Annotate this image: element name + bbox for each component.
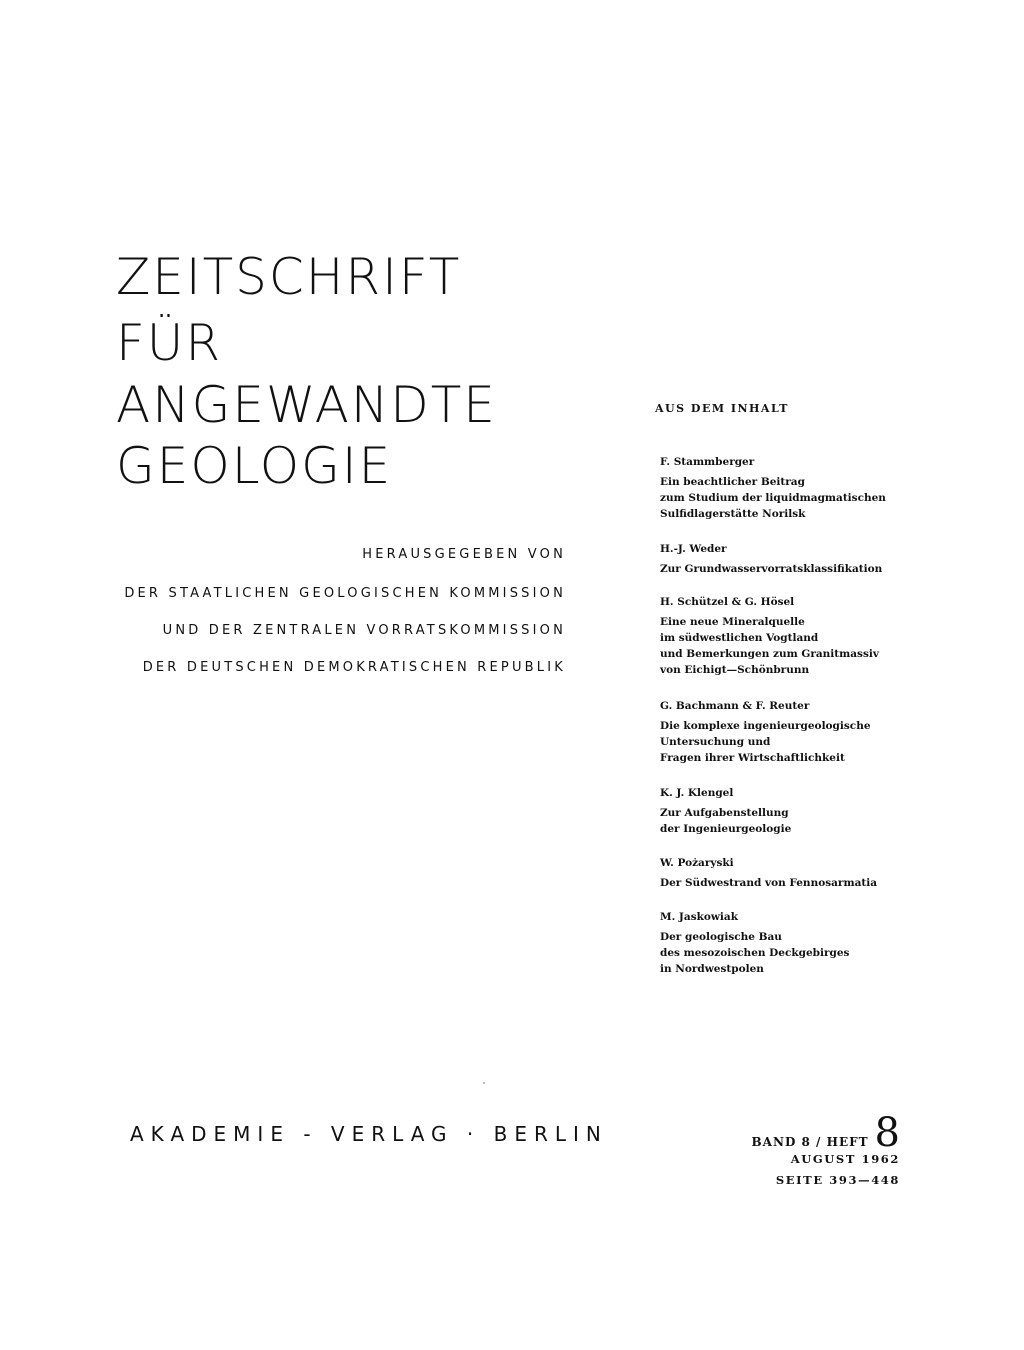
issue-band-heft: [751, 1110, 900, 1156]
title-line-2: FÜR: [116, 314, 223, 372]
entry-author: K. J. Klengel: [660, 787, 734, 799]
entry-title-line: des mesozoischen Deckgebirges: [660, 947, 850, 959]
contents-entry: [660, 594, 879, 678]
entry-title-line: Sulfidlagerstätte Norilsk: [660, 508, 806, 520]
entry-author: M. Jaskowiak: [660, 911, 739, 923]
entry-title-line: Zur Aufgabenstellung: [660, 807, 789, 819]
contents-heading: AUS DEM INHALT: [655, 402, 789, 415]
entry-author: H.-J. Weder: [660, 543, 727, 555]
entry-title-line: von Eichigt—Schönbrunn: [660, 664, 810, 676]
publisher-line: AKADEMIE - VERLAG · BERLIN: [130, 1122, 608, 1146]
editors-line-1: HERAUSGEGEBEN VON: [362, 547, 566, 562]
entry-title-line: Zur Grundwasservorratsklassifikation: [660, 563, 883, 575]
contents-entry: [660, 909, 849, 977]
entry-title-line: in Nordwestpolen: [660, 963, 764, 975]
issue-date: AUGUST 1962: [790, 1152, 900, 1166]
entry-title-line: zum Studium der liquidmagmatischen: [660, 492, 886, 504]
editors-line-3: UND DER ZENTRALEN VORRATSKOMMISSION: [162, 623, 566, 638]
contents-entry: [660, 855, 877, 891]
print-speck: [483, 1082, 485, 1084]
entry-title-line: Der geologische Bau: [660, 931, 782, 943]
entry-title-line: im südwestlichen Vogtland: [660, 632, 819, 644]
entry-author: F. Stammberger: [660, 456, 755, 468]
entry-author: G. Bachmann & F. Reuter: [660, 700, 810, 712]
contents-entry: [660, 698, 871, 766]
issue-pages: SEITE 393—448: [775, 1173, 900, 1187]
title-line-1: ZEITSCHRIFT: [116, 248, 462, 306]
band-heft-label: BAND 8 / HEFT: [751, 1135, 869, 1149]
contents-entry: [660, 454, 886, 522]
entry-author: H. Schützel & G. Hösel: [660, 596, 795, 608]
entry-title-line: Fragen ihrer Wirtschaftlichkeit: [660, 752, 845, 764]
entry-title-line: der Ingenieurgeologie: [660, 823, 792, 835]
entry-author: W. Pożaryski: [660, 857, 734, 869]
entry-title-line: Eine neue Mineralquelle: [660, 616, 805, 628]
entry-title-line: Die komplexe ingenieurgeologische: [660, 720, 871, 732]
entry-title-line: Ein beachtlicher Beitrag: [660, 476, 805, 488]
editors-line-2: DER STAATLICHEN GEOLOGISCHEN KOMMISSION: [124, 586, 566, 601]
entry-title-line: Untersuchung und: [660, 736, 771, 748]
issue-number: 8: [874, 1110, 900, 1156]
contents-entry: [660, 785, 791, 837]
title-line-3: ANGEWANDTE: [116, 376, 497, 434]
title-line-4: GEOLOGIE: [116, 437, 393, 495]
editors-line-4: DER DEUTSCHEN DEMOKRATISCHEN REPUBLIK: [142, 660, 566, 675]
entry-title-line: und Bemerkungen zum Granitmassiv: [660, 648, 879, 660]
contents-entry: [660, 541, 882, 577]
entry-title-line: Der Südwestrand von Fennosarmatia: [660, 877, 878, 889]
